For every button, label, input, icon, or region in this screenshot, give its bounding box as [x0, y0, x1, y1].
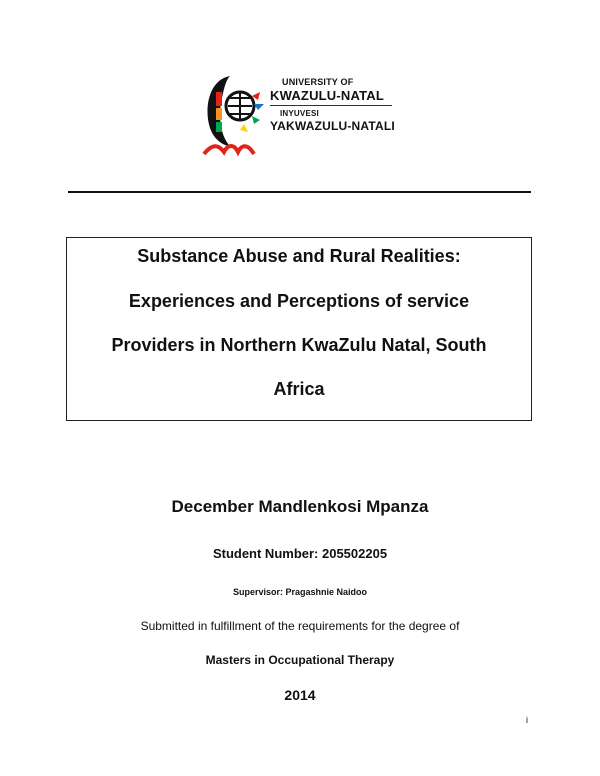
logo-divider: [270, 105, 392, 106]
logo-line-yakwazulu-natali: YAKWAZULU-NATALI: [270, 119, 395, 133]
logo-wordmark: [270, 78, 395, 132]
title-line-2: Experiences and Perceptions of service: [128, 291, 470, 311]
logo-line-kwazulu-natal: KWAZULU-NATAL: [270, 88, 385, 103]
title-line-3: Providers in Northern KwaZulu Natal, South: [111, 335, 487, 355]
author-name: December Mandlenkosi Mpanza: [171, 497, 429, 516]
title-line-4: Africa: [273, 379, 325, 399]
degree-name: Masters in Occupational Therapy: [205, 653, 395, 667]
title-line-1: Substance Abuse and Rural Realities:: [137, 246, 461, 266]
horizontal-rule: [68, 191, 531, 193]
year: 2014: [284, 687, 316, 703]
university-logo: [196, 70, 406, 166]
logo-line-university-of: UNIVERSITY OF: [282, 77, 354, 87]
thesis-title-box: [66, 237, 532, 421]
logo-line-inyuvesi: INYUVESI: [280, 109, 319, 118]
page-number: i: [526, 715, 528, 725]
ukzn-emblem-icon: [196, 70, 266, 166]
student-number: Student Number: 205502205: [212, 546, 388, 561]
supervisor: Supervisor: Pragashnie Naidoo: [232, 587, 368, 597]
submission-statement: Submitted in fulfillment of the requirements for the degree of: [140, 619, 460, 633]
